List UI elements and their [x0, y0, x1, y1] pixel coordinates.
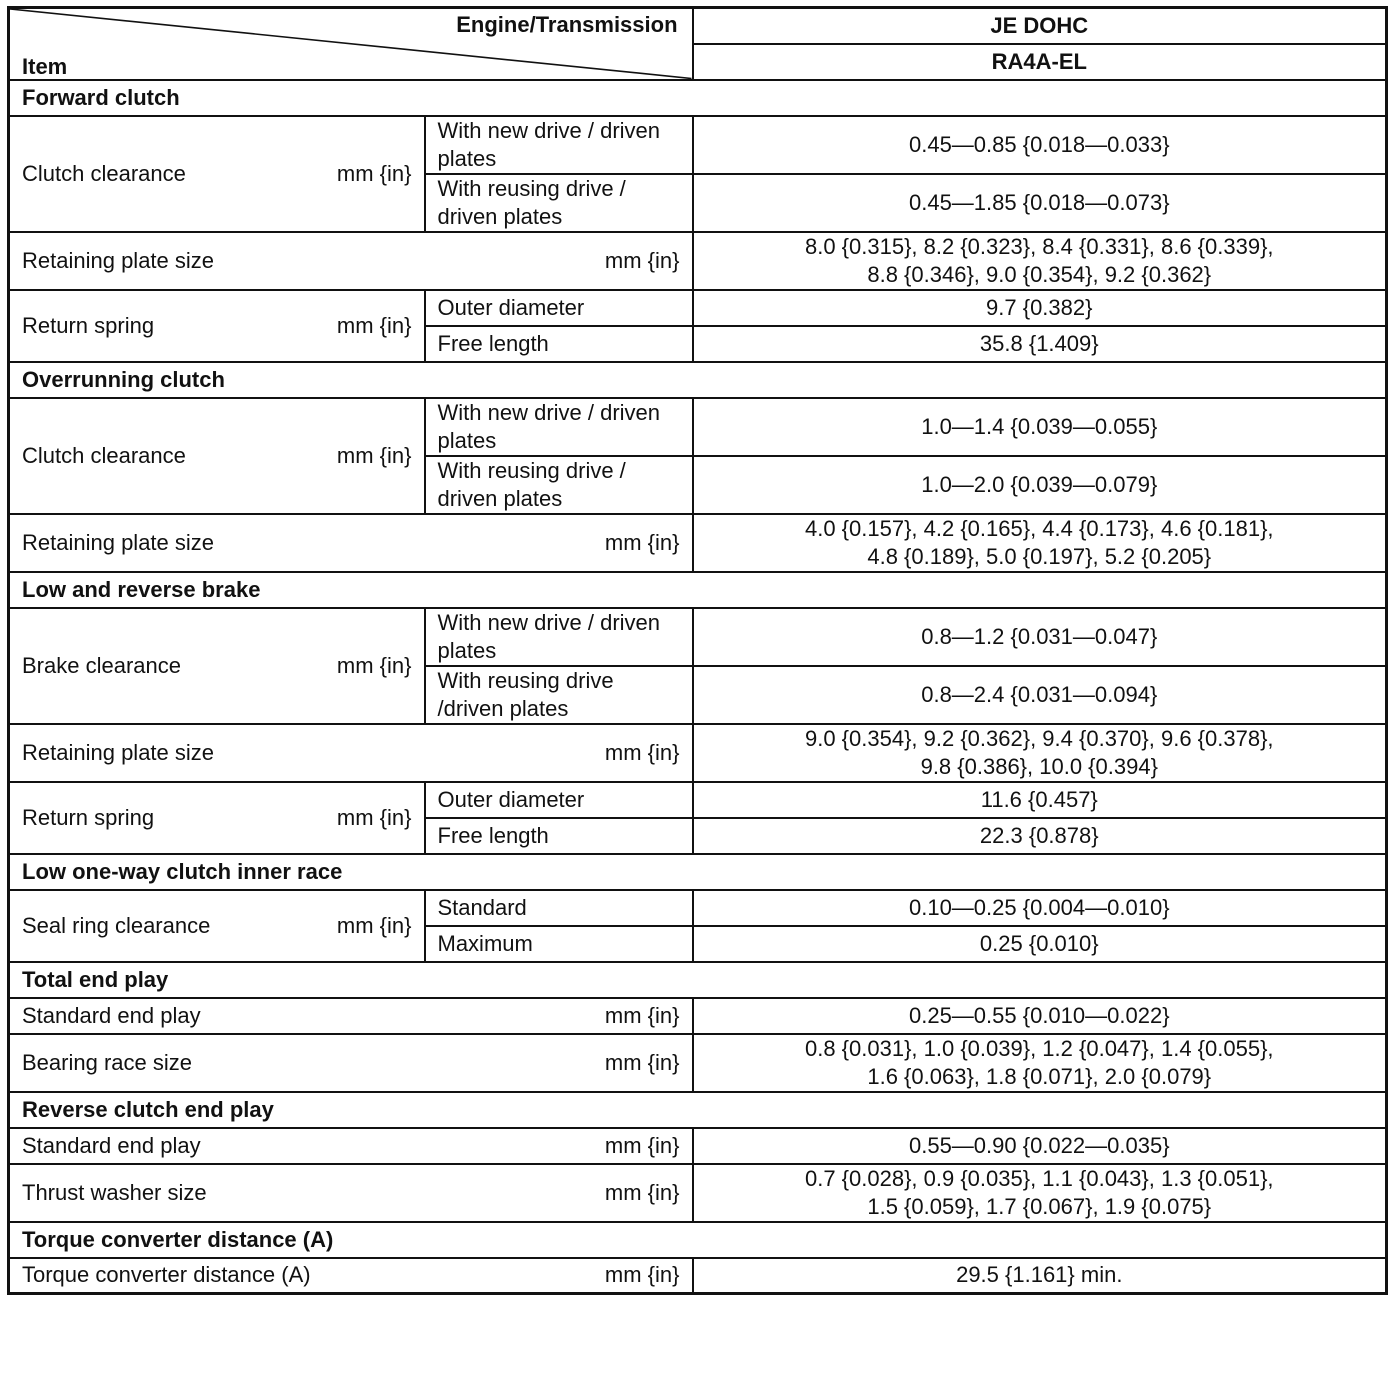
value-cell: 9.7 {0.382} — [693, 290, 1387, 326]
section-title-low-oneway: Low one-way clutch inner race — [9, 854, 1387, 890]
unit-label: mm {in} — [336, 912, 412, 938]
value-cell: 0.55—0.90 {0.022—0.035} — [693, 1128, 1387, 1164]
value-line: 0.7 {0.028}, 0.9 {0.035}, 1.1 {0.043}, 1.3 {0.051}, — [804, 1165, 1274, 1191]
item-clutch-clearance — [9, 116, 425, 232]
condition-outer-diameter: Outer diameter — [425, 290, 693, 326]
table-row — [9, 890, 1387, 926]
item-seal-ring-clearance — [9, 890, 425, 962]
value-line: 9.8 {0.386}, 10.0 {0.394} — [920, 753, 1158, 779]
item-standard-end-play — [9, 998, 693, 1034]
item-retaining-plate-size — [9, 232, 693, 290]
section-row — [9, 572, 1387, 608]
section-row — [9, 362, 1387, 398]
unit-label: mm {in} — [336, 652, 412, 678]
value-cell: 22.3 {0.878} — [693, 818, 1387, 854]
item-label: Retaining plate size — [22, 529, 215, 555]
unit-label: mm {in} — [604, 1049, 680, 1075]
value-cell: 0.45—0.85 {0.018—0.033} — [693, 116, 1387, 174]
section-title-low-reverse-brake: Low and reverse brake — [9, 572, 1387, 608]
table-row — [9, 290, 1387, 326]
header-engine-transmission-label: Engine/Transmission — [456, 12, 678, 37]
item-label: Return spring — [22, 804, 155, 830]
unit-label: mm {in} — [604, 247, 680, 273]
section-row — [9, 1222, 1387, 1258]
section-title-reverse-end-play: Reverse clutch end play — [9, 1092, 1387, 1128]
unit-label: mm {in} — [604, 1002, 680, 1028]
value-line: 8.8 {0.346}, 9.0 {0.354}, 9.2 {0.362} — [867, 261, 1212, 287]
value-cell: 0.45—1.85 {0.018—0.073} — [693, 174, 1387, 232]
unit-label: mm {in} — [604, 1262, 680, 1288]
item-label: Clutch clearance — [22, 160, 186, 186]
value-cell: 29.5 {1.161} min. — [693, 1258, 1387, 1294]
item-label: Torque converter distance (A) — [22, 1262, 311, 1288]
condition-free-length: Free length — [425, 818, 693, 854]
table-row — [9, 724, 1387, 782]
unit-label: mm {in} — [336, 312, 412, 338]
condition-maximum: Maximum — [425, 926, 693, 962]
header-item-label: Item — [22, 53, 68, 79]
item-thrust-washer-size — [9, 1164, 693, 1222]
table-row — [9, 1164, 1387, 1222]
unit-label: mm {in} — [604, 739, 680, 765]
section-row — [9, 1092, 1387, 1128]
item-return-spring — [9, 782, 425, 854]
value-line: 8.0 {0.315}, 8.2 {0.323}, 8.4 {0.331}, 8.6 {0.339}, — [804, 233, 1274, 259]
item-label: Standard end play — [22, 1132, 201, 1158]
unit-label: mm {in} — [604, 1179, 680, 1205]
value-line: 0.8 {0.031}, 1.0 {0.039}, 1.2 {0.047}, 1.4 {0.055}, — [804, 1035, 1274, 1061]
item-return-spring — [9, 290, 425, 362]
item-label: Brake clearance — [22, 652, 181, 678]
value-cell: 0.25 {0.010} — [693, 926, 1387, 962]
item-label: Standard end play — [22, 1002, 201, 1028]
condition-free-length: Free length — [425, 326, 693, 362]
table-row — [9, 608, 1387, 666]
item-label: Clutch clearance — [22, 442, 186, 468]
value-cell: 11.6 {0.457} — [693, 782, 1387, 818]
table-row — [9, 514, 1387, 572]
value-cell: 0.25—0.55 {0.010—0.022} — [693, 998, 1387, 1034]
section-title-overrunning-clutch: Overrunning clutch — [9, 362, 1387, 398]
value-cell: 1.0—2.0 {0.039—0.079} — [693, 456, 1387, 514]
table-row — [9, 1034, 1387, 1092]
condition-standard: Standard — [425, 890, 693, 926]
service-spec-table — [7, 6, 1388, 1295]
section-title-torque-converter: Torque converter distance (A) — [9, 1222, 1387, 1258]
condition-new-plates: With new drive / driven plates — [425, 608, 693, 666]
value-cell — [693, 514, 1387, 572]
value-cell: 35.8 {1.409} — [693, 326, 1387, 362]
value-line: 4.0 {0.157}, 4.2 {0.165}, 4.4 {0.173}, 4.6 {0.181}, — [804, 515, 1274, 541]
value-cell — [693, 724, 1387, 782]
item-label: Seal ring clearance — [22, 912, 211, 938]
table-row — [9, 232, 1387, 290]
item-clutch-clearance — [9, 398, 425, 514]
section-row — [9, 962, 1387, 998]
unit-label: mm {in} — [336, 804, 412, 830]
value-cell — [693, 1034, 1387, 1092]
item-standard-end-play — [9, 1128, 693, 1164]
header-corner-cell — [9, 8, 693, 80]
item-retaining-plate-size — [9, 724, 693, 782]
item-label: Return spring — [22, 312, 155, 338]
unit-label: mm {in} — [604, 529, 680, 555]
condition-new-plates: With new drive / driven plates — [425, 398, 693, 456]
header-transmission: RA4A-EL — [693, 44, 1387, 80]
value-cell — [693, 232, 1387, 290]
section-title-forward-clutch: Forward clutch — [9, 80, 1387, 116]
unit-label: mm {in} — [604, 1132, 680, 1158]
table-row — [9, 782, 1387, 818]
section-row — [9, 80, 1387, 116]
value-cell: 0.8—1.2 {0.031—0.047} — [693, 608, 1387, 666]
value-cell — [693, 1164, 1387, 1222]
condition-reuse-plates: With reusing drive / driven plates — [425, 174, 693, 232]
value-line: 1.6 {0.063}, 1.8 {0.071}, 2.0 {0.079} — [867, 1063, 1212, 1089]
value-line: 4.8 {0.189}, 5.0 {0.197}, 5.2 {0.205} — [867, 543, 1212, 569]
condition-outer-diameter: Outer diameter — [425, 782, 693, 818]
value-cell: 1.0—1.4 {0.039—0.055} — [693, 398, 1387, 456]
item-bearing-race-size — [9, 1034, 693, 1092]
item-label: Retaining plate size — [22, 247, 215, 273]
value-line: 9.0 {0.354}, 9.2 {0.362}, 9.4 {0.370}, 9.6 {0.378}, — [804, 725, 1274, 751]
section-row — [9, 854, 1387, 890]
table-row — [9, 998, 1387, 1034]
value-cell: 0.10—0.25 {0.004—0.010} — [693, 890, 1387, 926]
table-header-row — [9, 8, 1387, 44]
item-torque-converter-distance — [9, 1258, 693, 1294]
header-engine: JE DOHC — [693, 8, 1387, 44]
section-title-total-end-play: Total end play — [9, 962, 1387, 998]
table-row — [9, 1258, 1387, 1294]
item-label: Retaining plate size — [22, 739, 215, 765]
table-row — [9, 116, 1387, 174]
condition-reuse-plates: With reusing drive / driven plates — [425, 456, 693, 514]
item-label: Bearing race size — [22, 1049, 192, 1075]
condition-new-plates: With new drive / driven plates — [425, 116, 693, 174]
item-retaining-plate-size — [9, 514, 693, 572]
item-label: Thrust washer size — [22, 1179, 207, 1205]
table-row — [9, 1128, 1387, 1164]
table-row — [9, 398, 1387, 456]
value-line: 1.5 {0.059}, 1.7 {0.067}, 1.9 {0.075} — [867, 1193, 1212, 1219]
item-brake-clearance — [9, 608, 425, 724]
unit-label: mm {in} — [336, 160, 412, 186]
unit-label: mm {in} — [336, 442, 412, 468]
condition-reuse-plates: With reusing drive /driven plates — [425, 666, 693, 724]
value-cell: 0.8—2.4 {0.031—0.094} — [693, 666, 1387, 724]
